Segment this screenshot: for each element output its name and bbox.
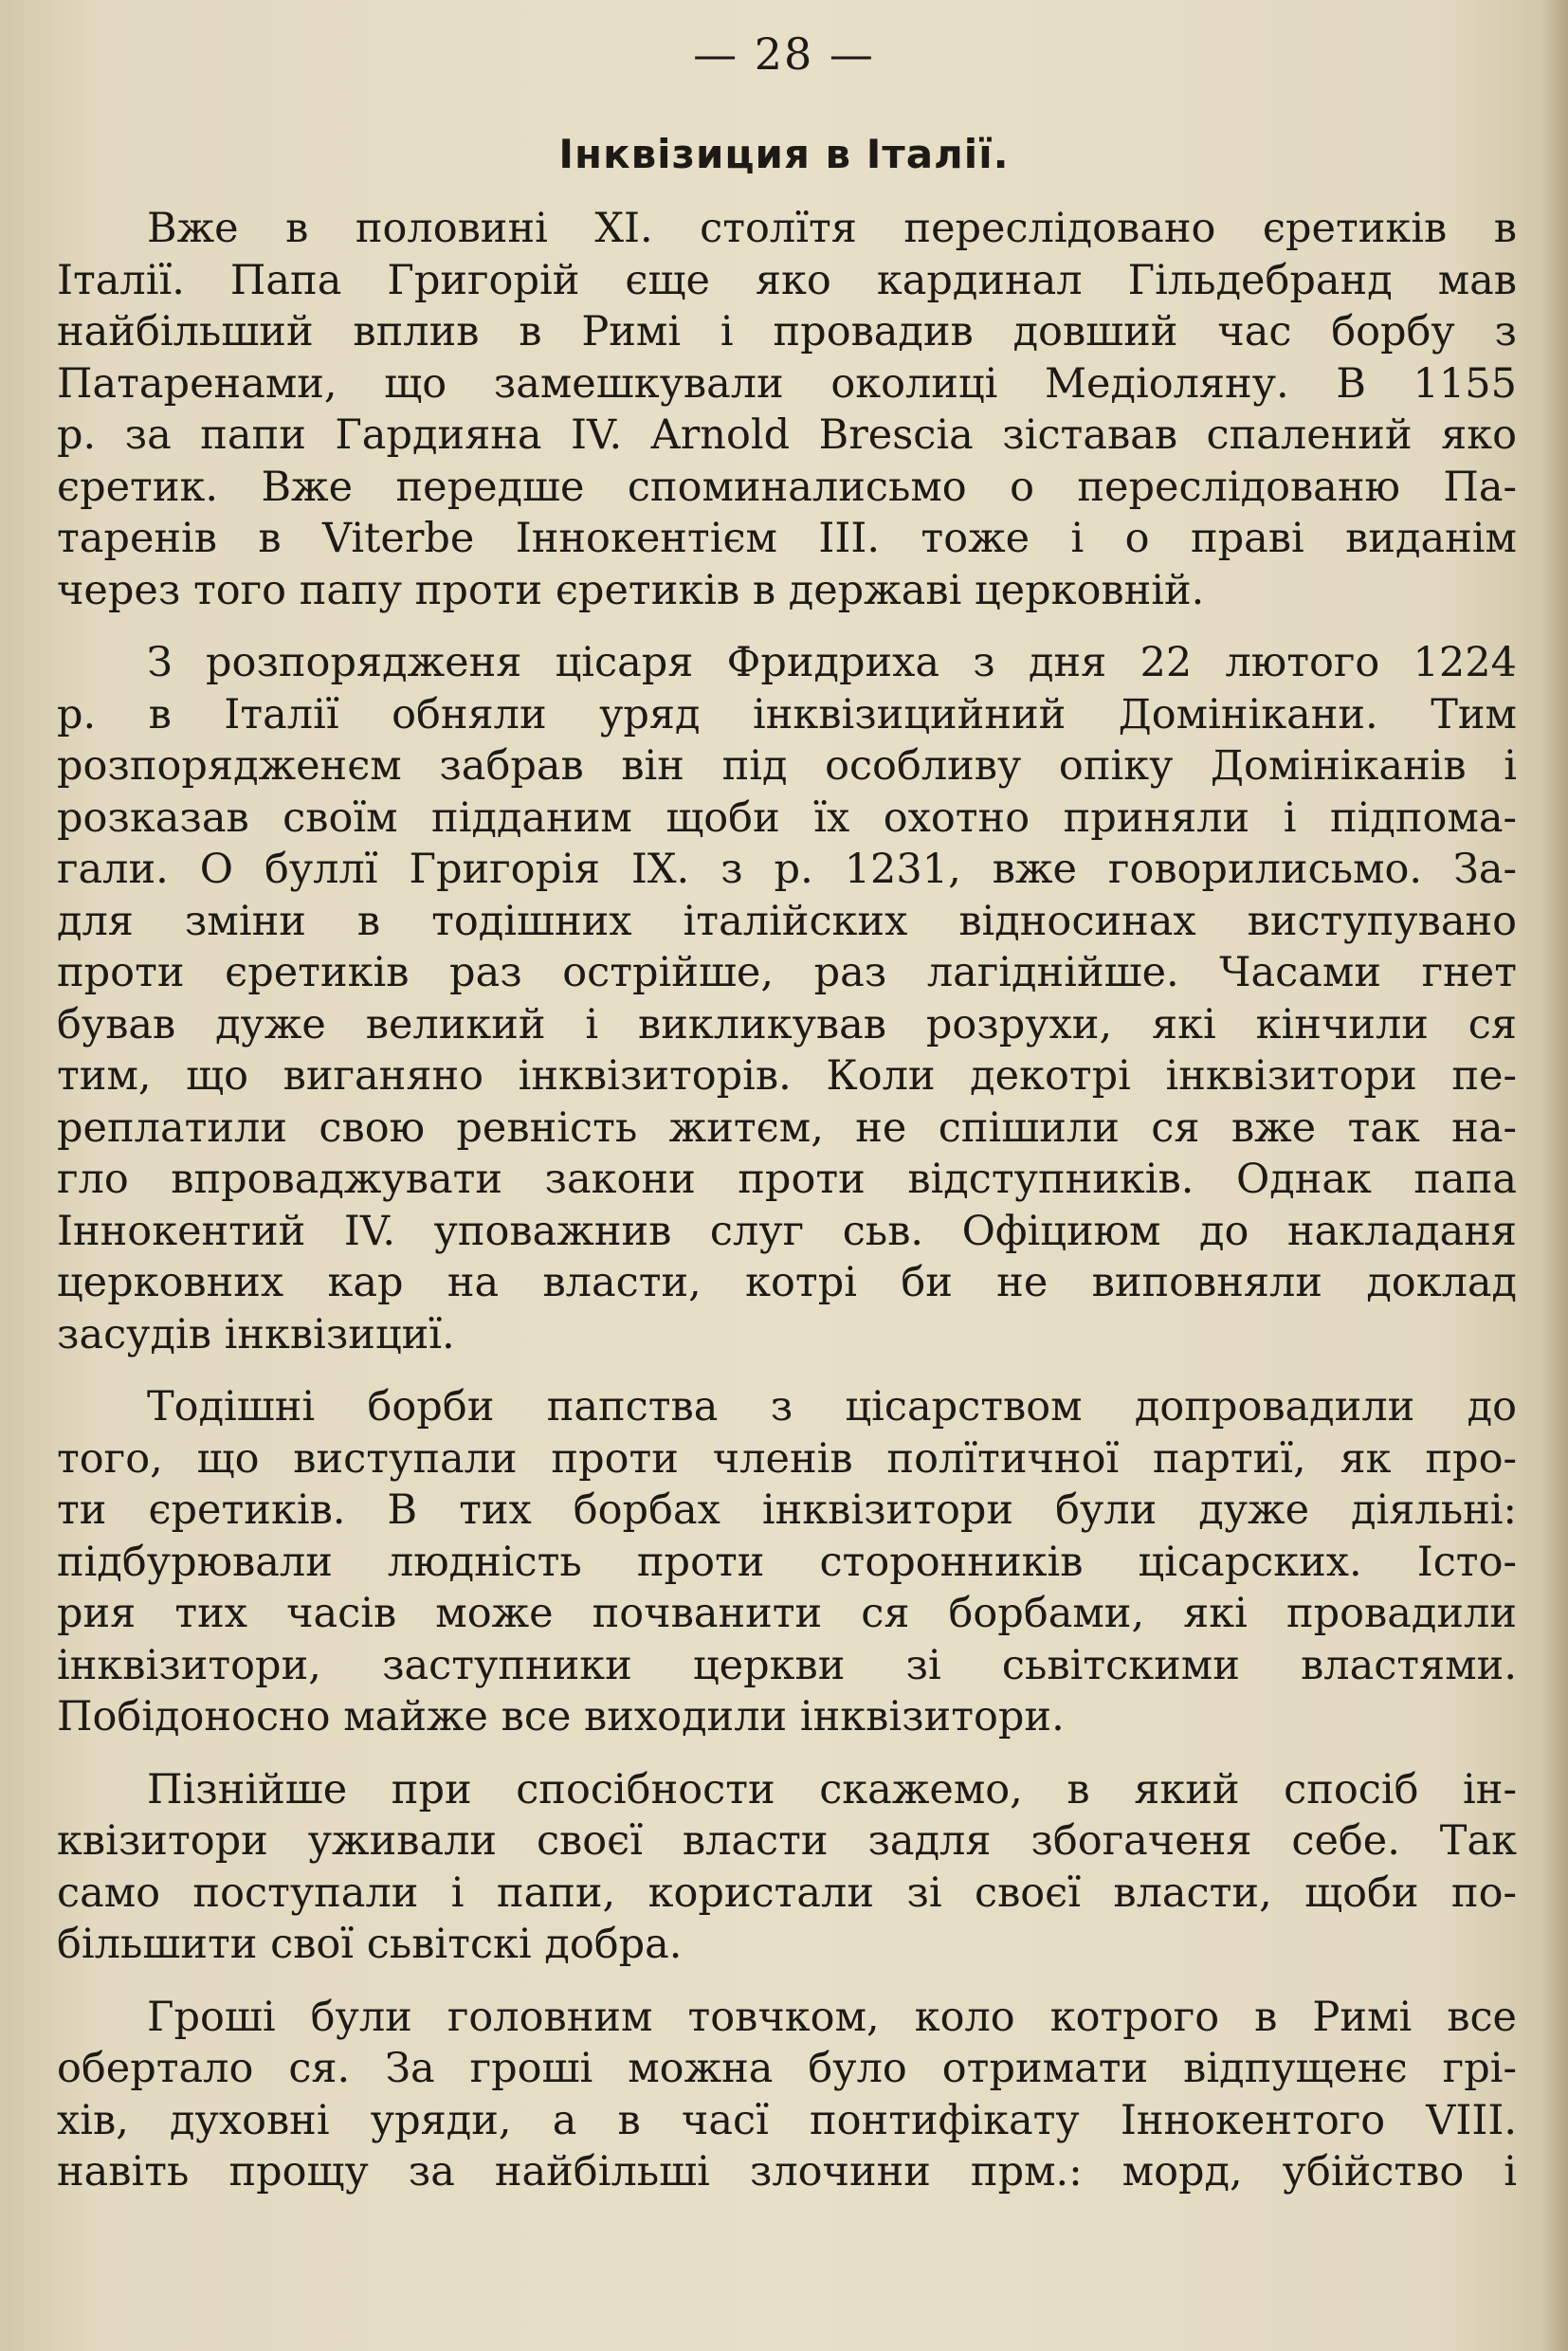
paragraph-gap xyxy=(57,616,1517,637)
page-number: — 28 — xyxy=(693,28,875,80)
text-line: Тодішні борби папства з цісарством допровадили до xyxy=(147,1383,1517,1431)
text-line: розказав своїм підданим щоби їх охотно приняли і підпома- xyxy=(57,793,1517,842)
text-line: через того папу проти єретиків в державі церковній. xyxy=(57,566,1205,614)
text-line: єретик. Вже передше споминалисьмо о переслідованю Па- xyxy=(57,463,1517,511)
text-line: гали. О буллї Григорія IX. з р. 1231, вже говорилисьмо. За- xyxy=(57,846,1517,893)
paragraph xyxy=(57,637,1517,1360)
text-line: для зміни в тодішних італійских відносинах виступувано xyxy=(57,897,1517,945)
text-line: навіть прощу за найбільші злочини прм.: морд, убійство і xyxy=(57,2148,1517,2196)
text-line: бував дуже великий і викликував розрухи, які кінчили ся xyxy=(57,1000,1517,1048)
text-line: Вже в половині XI. столїтя переслідовано єретиків в xyxy=(147,205,1517,252)
text-line: Патаренами, що замешкували околиці Медіоляну. В 1155 xyxy=(57,359,1517,408)
text-line: того, що виступали проти членів полїтичної партиї, як про- xyxy=(57,1434,1517,1483)
paragraph xyxy=(57,1992,1517,2198)
body-text xyxy=(57,203,1517,2198)
text-line: найбільший вплив в Римі і провадив довший час борбу з xyxy=(57,308,1517,355)
text-line: таренів в Viterbe Іннокентієм III. тоже і о праві виданім xyxy=(57,515,1517,562)
page-edge-shadow xyxy=(1541,0,1568,2351)
text-line: р. в Італії обняли уряд інквізицийний Домінікани. Тим xyxy=(57,690,1517,738)
text-line: Іннокентий IV. уповажнив слуг сьв. Офіциюм до накладаня xyxy=(57,1207,1517,1255)
text-line: р. за папи Гардияна IV. Arnold Brescia зіставав спалений яко xyxy=(57,411,1517,459)
text-line: Італії. Папа Григорій єще яко кардинал Гільдебранд мав xyxy=(57,256,1517,304)
text-line: церковних кар на власти, котрі би не виповняли доклад xyxy=(57,1259,1517,1306)
text-line: рия тих часів може почванити ся борбами, які провадили xyxy=(57,1590,1517,1637)
paragraph-gap xyxy=(57,1743,1517,1764)
text-line: гло впроваджувати закони проти відступників. Однак папа xyxy=(57,1156,1517,1203)
text-line: розпорядженєм забрав він під особливу опіку Домініканів і xyxy=(57,742,1517,790)
text-line: більшити свої сьвітскі добра. xyxy=(57,1921,683,1968)
text-line: реплатили свою ревність житєм, не спішили ся вже так на- xyxy=(57,1103,1517,1152)
paragraph-gap xyxy=(57,1971,1517,1992)
paragraph xyxy=(57,1381,1517,1743)
paragraph xyxy=(57,1764,1517,1971)
text-line: Пізнійше при спосібности скажемо, в який спосіб ін- xyxy=(147,1765,1517,1813)
text-line: інквізитори, заступники церкви зі сьвітскими властями. xyxy=(57,1641,1517,1689)
section-heading: Інквізиция в Італії. xyxy=(558,131,1010,177)
paragraph xyxy=(57,203,1517,616)
paragraph-gap xyxy=(57,1360,1517,1381)
text-line: підбурювали людність проти сторонників цісарских. Істо- xyxy=(57,1538,1517,1586)
text-line: тим, що виганяно інквізиторів. Коли декотрі інквізитори пе- xyxy=(57,1052,1517,1100)
text-line: проти єретиків раз острійше, раз лагіднійше. Часами гнет xyxy=(57,949,1517,996)
text-line: само поступали і папи, користали зі своєї власти, щоби по- xyxy=(57,1868,1517,1917)
text-line: Побідоносно майже все виходили інквізитори. xyxy=(57,1693,1065,1740)
text-line: З розпорядженя цісаря Фридриха з дня 22 лютого 1224 xyxy=(147,639,1517,686)
text-line: Гроші були головним товчком, коло котрого в Римі все xyxy=(147,1993,1517,2041)
text-line: засудів інквізициї. xyxy=(57,1310,455,1358)
text-line: хів, духовні уряди, а в часї понтифікату Іннокентого VIII. xyxy=(57,2096,1517,2144)
text-line: квізитори уживали своєї власти задля збогаченя себе. Так xyxy=(57,1817,1517,1865)
text-line: ти єретиків. В тих борбах інквізитори були дуже діяльні: xyxy=(57,1486,1517,1534)
text-line: обертало ся. За гроші можна було отримати відпущенє грі- xyxy=(57,2045,1517,2092)
